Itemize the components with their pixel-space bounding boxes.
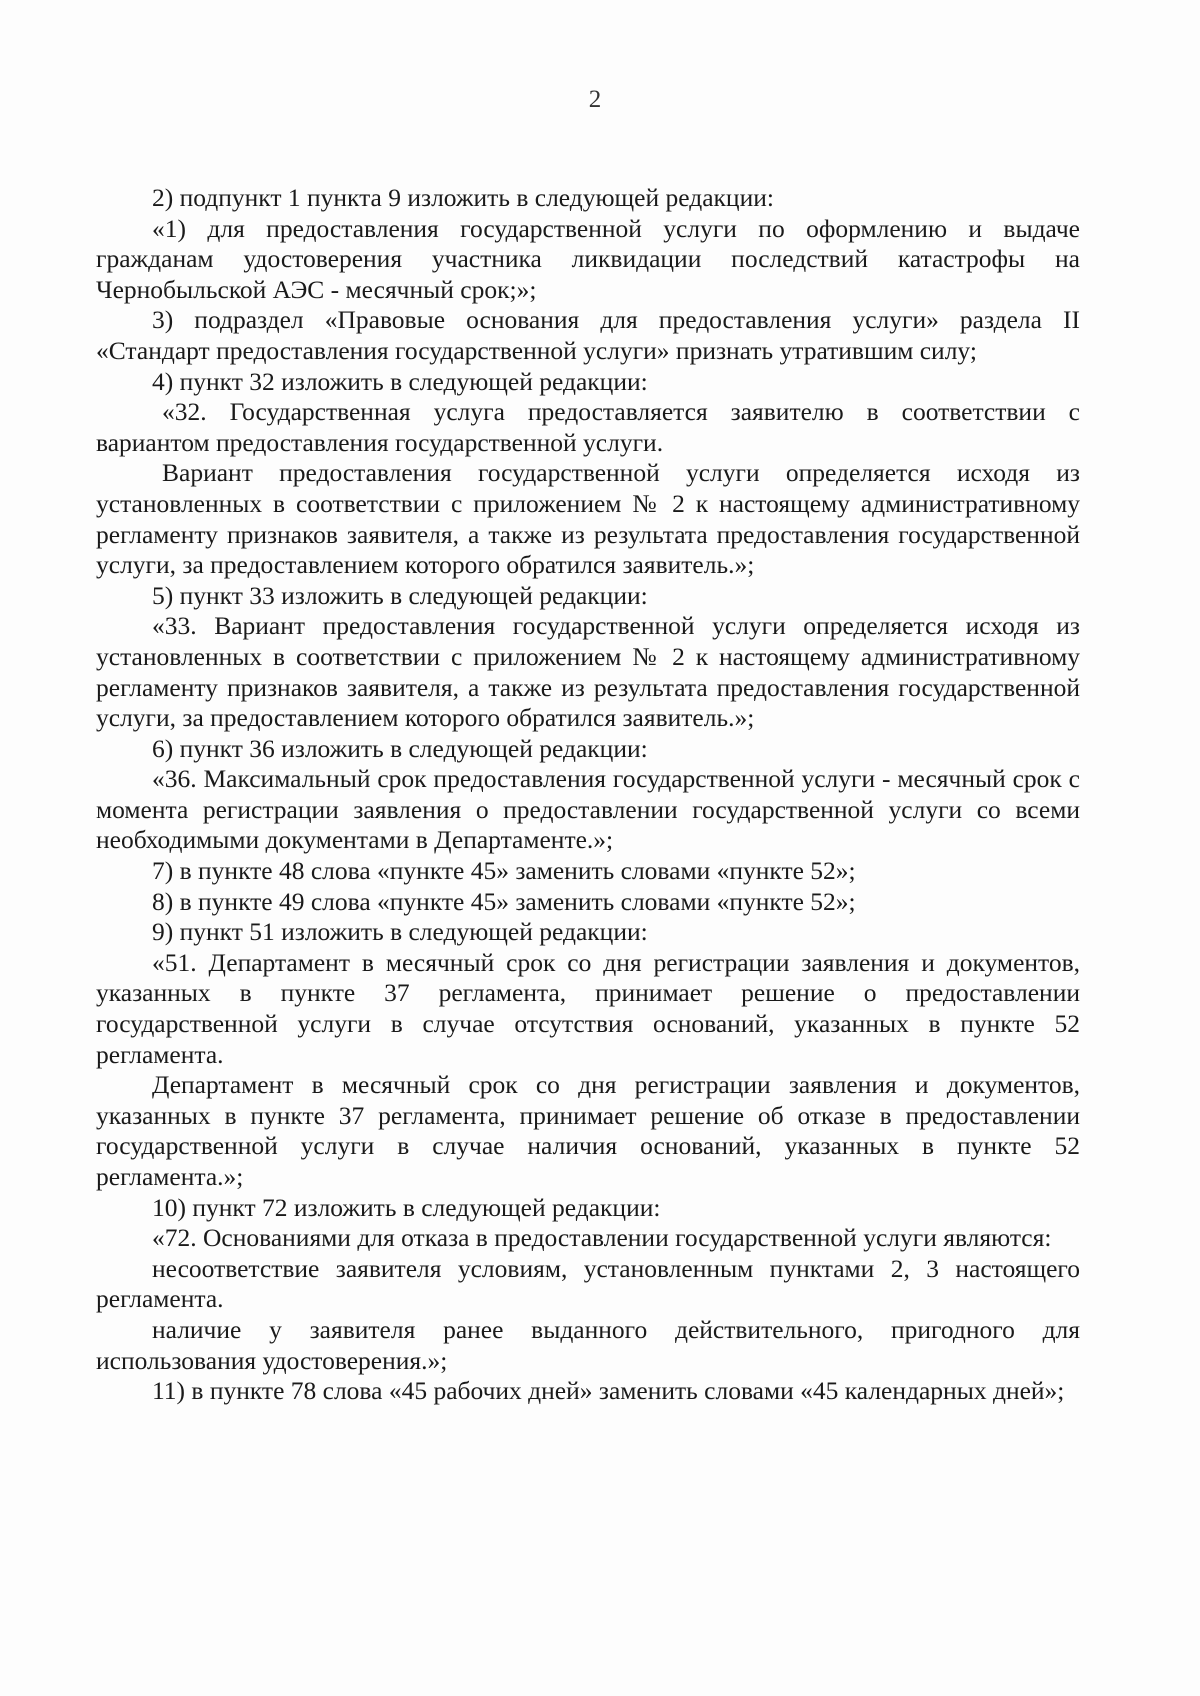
paragraph-item-10: 10) пункт 72 изложить в следующей редакции: (152, 1192, 661, 1222)
paragraph-quote-36: «36. Максимальный срок предоставления государственной услуги - месячный срок с момента регистрации заявления о предоставлении государственной услуги со всеми необходимыми документами в Департаменте.»; (96, 764, 1080, 855)
document-body (96, 183, 1080, 1407)
paragraph-quote-72: «72. Основаниями для отказа в предоставлении государственной услуги являются: (152, 1223, 1052, 1253)
paragraph-quote-1: «1) для предоставления государственной услуги по оформлению и выдаче гражданам удостоверения участника ликвидации последствий катастрофы на Чернобыльской АЭС - месячный срок;»; (96, 213, 1080, 304)
paragraph-refusal: Департамент в месячный срок со дня регистрации заявления и документов, указанных в пункте 37 регламента, принимает решение об отказе в предоставлении государственной услуги в случае наличия оснований, указанных в пункте 52 регламента.»; (96, 1070, 1080, 1191)
paragraph-item-8: 8) в пункте 49 слова «пункте 45» заменить словами «пункте 52»; (152, 886, 856, 916)
paragraph-existing-certificate: наличие у заявителя ранее выданного действительного, пригодного для использования удостоверения.»; (96, 1314, 1080, 1375)
paragraph-variant: Вариант предоставления государственной услуги определяется исходя из установленных в соответствии с приложением № 2 к настоящему административному регламенту признаков заявителя, а также из результата предоставления государственной услуги, за предоставлением которого обратился заявитель.»; (96, 458, 1080, 580)
paragraph-item-2: 2) подпункт 1 пункта 9 изложить в следующей редакции: (152, 183, 774, 212)
paragraph-item-5: 5) пункт 33 изложить в следующей редакции: (152, 580, 648, 610)
paragraph-item-4: 4) пункт 32 изложить в следующей редакции: (152, 366, 648, 396)
paragraph-item-9: 9) пункт 51 изложить в следующей редакции: (152, 917, 648, 947)
paragraph-mismatch: несоответствие заявителя условиям, установленным пунктами 2, 3 настоящего регламента. (96, 1253, 1080, 1314)
page-number: 2 (588, 86, 602, 113)
paragraph-quote-33: «33. Вариант предоставления государственной услуги определяется исходя из установленных в соответствии с приложением № 2 к настоящему административному регламенту признаков заявителя, а также из результата предоставления государственной услуги, за предоставлением которого обратился заявитель.»; (96, 611, 1080, 733)
paragraph-quote-51: «51. Департамент в месячный срок со дня регистрации заявления и документов, указанных в пункте 37 регламента, принимает решение о предоставлении государственной услуги в случае отсутствия оснований, указанных в пункте 52 регламента. (96, 947, 1080, 1069)
paragraph-item-6: 6) пункт 36 изложить в следующей редакции: (152, 733, 648, 763)
paragraph-quote-32: «32. Государственная услуга предоставляется заявителю в соответствии с вариантом предоставления государственной услуги. (96, 397, 1080, 457)
paragraph-item-7: 7) в пункте 48 слова «пункте 45» заменить словами «пункте 52»; (152, 856, 856, 886)
paragraph-item-3: 3) подраздел «Правовые основания для предоставления услуги» раздела II «Стандарт предоставления государственной услуги» признать утратившим силу; (96, 305, 1080, 365)
paragraph-item-11: 11) в пункте 78 слова «45 рабочих дней» заменить словами «45 календарных дней»; (152, 1376, 1065, 1406)
